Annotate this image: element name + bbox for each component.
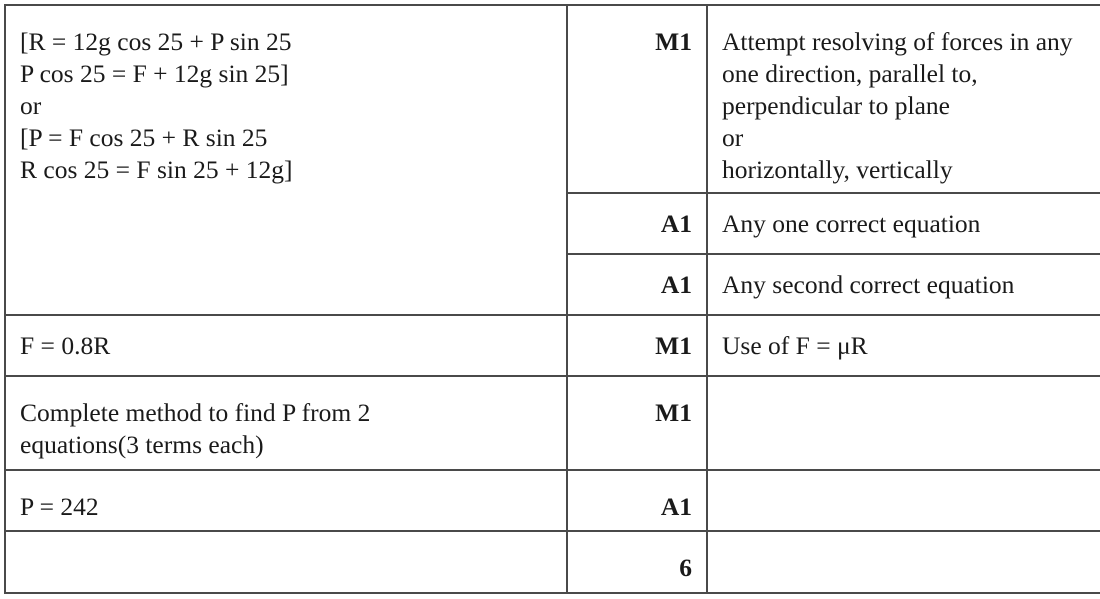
working-line: or xyxy=(20,91,42,120)
table-row xyxy=(5,531,1100,593)
notes-cell xyxy=(707,470,1100,531)
notes-cell xyxy=(707,531,1100,593)
mark-cell xyxy=(567,376,707,470)
notes-line: one direction, parallel to, xyxy=(722,59,978,88)
table-row xyxy=(5,5,1100,193)
working-line: F = 0.8R xyxy=(20,330,111,360)
mark-cell xyxy=(567,470,707,531)
notes-line: Any one correct equation xyxy=(722,208,981,238)
mark-label: A1 xyxy=(660,269,692,299)
notes-cell xyxy=(707,5,1100,193)
working-line: equations(3 terms each) xyxy=(20,430,264,459)
working-line: P cos 25 = F + 12g sin 25] xyxy=(20,59,289,88)
working-line: R cos 25 = F sin 25 + 12g] xyxy=(20,155,293,184)
notes-line: horizontally, vertically xyxy=(722,155,953,184)
notes-cell xyxy=(707,376,1100,470)
mark-cell xyxy=(567,5,707,193)
mark-label: A1 xyxy=(660,208,692,238)
mark-label: M1 xyxy=(655,398,692,427)
mark-cell xyxy=(567,315,707,376)
notes-cell xyxy=(707,193,1100,254)
working-line: P = 242 xyxy=(20,492,99,521)
notes-line: perpendicular to plane xyxy=(722,91,950,120)
mark-cell xyxy=(567,193,707,254)
notes-cell xyxy=(707,254,1100,315)
mark-scheme-table xyxy=(4,4,1100,594)
mark-label: M1 xyxy=(655,27,692,56)
notes-line: Use of F = μR xyxy=(722,330,868,360)
table-row xyxy=(5,470,1100,531)
total-mark-label: 6 xyxy=(679,553,692,582)
working-cell xyxy=(5,470,567,531)
notes-cell xyxy=(707,315,1100,376)
table-row xyxy=(5,315,1100,376)
working-cell xyxy=(5,5,567,315)
working-cell xyxy=(5,531,567,593)
notes-line: Attempt resolving of forces in any xyxy=(722,27,1073,56)
working-line: [P = F cos 25 + R sin 25 xyxy=(20,123,268,152)
mark-label: M1 xyxy=(655,330,692,360)
working-cell xyxy=(5,376,567,470)
notes-line: Any second correct equation xyxy=(722,269,1015,299)
working-line: [R = 12g cos 25 + P sin 25 xyxy=(20,27,292,56)
mark-label: A1 xyxy=(660,492,692,521)
mark-cell xyxy=(567,254,707,315)
table-row xyxy=(5,376,1100,470)
working-line: Complete method to find P from 2 xyxy=(20,398,371,427)
working-cell xyxy=(5,315,567,376)
notes-line: or xyxy=(722,123,744,152)
total-mark-cell xyxy=(567,531,707,593)
